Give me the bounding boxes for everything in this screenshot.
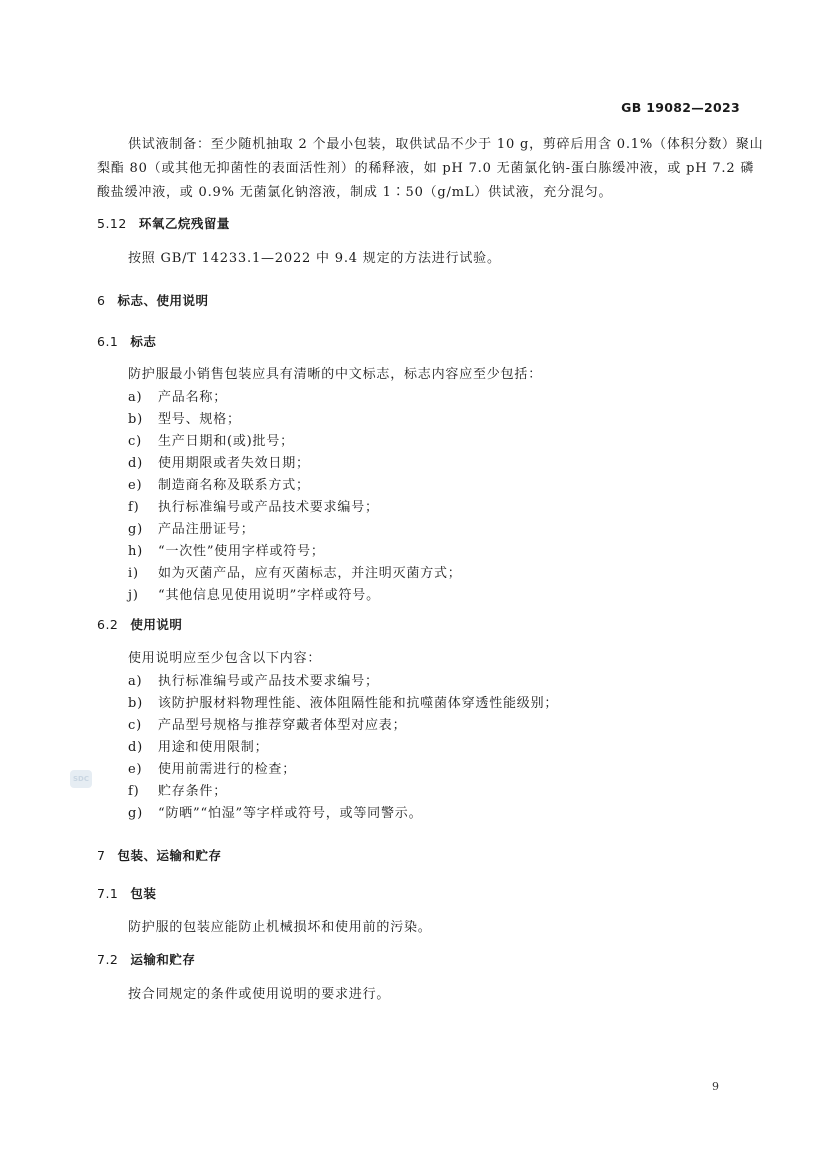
section-title: 环氧乙烷残留量 — [138, 216, 230, 231]
list-item — [128, 670, 379, 689]
list-marker: h) — [128, 544, 144, 559]
intro-line-3: 酸盐缓冲液，或 0.9% 无菌氯化钠溶液，制成 1∶50（g/mL）供试液，充分混匀。 — [97, 185, 613, 200]
section-6-2-heading — [97, 615, 182, 633]
list-text: 生产日期和(或)批号； — [158, 434, 294, 449]
list-text: 用途和使用限制； — [158, 740, 269, 755]
intro-line-1: 供试液制备：至少随机抽取 2 个最小包装，取供试品不少于 10 g，剪碎后用含 0.1%（体积分数）聚山 — [128, 137, 764, 152]
list-marker: a) — [128, 390, 143, 405]
section-number: 6 — [97, 293, 106, 308]
list-marker: j) — [128, 588, 139, 603]
section-7-1-heading — [97, 884, 156, 902]
section-number: 7.1 — [97, 886, 119, 901]
list-item — [128, 780, 227, 799]
list-marker: b) — [128, 412, 143, 427]
standard-code-header: GB 19082—2023 — [621, 100, 740, 115]
section-number: 5.12 — [97, 216, 127, 231]
list-item — [128, 408, 241, 427]
intro-line-2: 梨酯 80（或其他无抑菌性的表面活性剂）的稀释液，如 pH 7.0 无菌氯化钠-蛋白胨缓冲液，或 pH 7.2 磷 — [97, 161, 755, 176]
list-text: 使用期限或者失效日期； — [158, 456, 310, 471]
list-text: 制造商名称及联系方式； — [158, 478, 310, 493]
section-7-2-heading — [97, 950, 195, 968]
list-text: 如为灭菌产品，应有灭菌标志，并注明灭菌方式； — [158, 566, 462, 581]
list-marker: g) — [128, 806, 143, 821]
list-item — [128, 714, 406, 733]
section-title: 运输和贮存 — [130, 952, 196, 967]
list-text: 执行标准编号或产品技术要求编号； — [158, 500, 379, 515]
list-marker: d) — [128, 740, 143, 755]
section-6-1-intro: 防护服最小销售包装应具有清晰的中文标志，标志内容应至少包括： — [128, 367, 543, 382]
list-marker: b) — [128, 696, 143, 711]
list-marker: e) — [128, 478, 143, 493]
section-title: 标志 — [130, 334, 157, 349]
list-marker: f) — [128, 784, 140, 799]
list-item — [128, 386, 227, 405]
section-7-2-text: 按合同规定的条件或使用说明的要求进行。 — [128, 987, 391, 1002]
watermark-logo: SDC — [70, 770, 92, 788]
list-item — [128, 474, 310, 493]
section-number: 7.2 — [97, 952, 119, 967]
list-marker: g) — [128, 522, 143, 537]
list-item — [128, 584, 380, 603]
section-7-heading — [97, 846, 221, 864]
section-title: 包装 — [130, 886, 157, 901]
list-item — [128, 518, 255, 537]
list-item — [128, 802, 422, 821]
list-marker: d) — [128, 456, 143, 471]
list-text: “其他信息见使用说明”字样或符号。 — [158, 588, 380, 603]
list-marker: c) — [128, 434, 142, 449]
list-text: 产品注册证号； — [158, 522, 255, 537]
list-text: 产品名称； — [158, 390, 228, 405]
list-item — [128, 736, 268, 755]
list-item — [128, 452, 310, 471]
section-title: 标志、使用说明 — [117, 293, 209, 308]
list-marker: c) — [128, 718, 142, 733]
list-item — [128, 562, 462, 581]
section-number: 7 — [97, 848, 106, 863]
list-item — [128, 430, 294, 449]
section-5-12-heading — [97, 214, 230, 232]
list-item — [128, 540, 325, 559]
list-item — [128, 758, 296, 777]
section-6-2-intro: 使用说明应至少包含以下内容： — [128, 651, 322, 666]
section-number: 6.2 — [97, 617, 119, 632]
list-text: “一次性”使用字样或符号； — [158, 544, 325, 559]
section-title: 使用说明 — [130, 617, 183, 632]
section-7-1-text: 防护服的包装应能防止机械损坏和使用前的污染。 — [128, 920, 432, 935]
list-text: 产品型号规格与推荐穿戴者体型对应表； — [158, 718, 407, 733]
section-6-1-heading — [97, 332, 156, 350]
list-text: 贮存条件； — [158, 784, 228, 799]
list-marker: a) — [128, 674, 143, 689]
list-text: 型号、规格； — [158, 412, 241, 427]
list-marker: f) — [128, 500, 140, 515]
list-item — [128, 692, 558, 711]
list-text: 执行标准编号或产品技术要求编号； — [158, 674, 379, 689]
list-text: 该防护服材料物理性能、液体阻隔性能和抗噬菌体穿透性能级别； — [158, 696, 559, 711]
list-text: “防晒”“怕湿”等字样或符号，或等同警示。 — [158, 806, 423, 821]
page-number: 9 — [712, 1080, 719, 1093]
list-marker: e) — [128, 762, 143, 777]
list-item — [128, 496, 379, 515]
section-6-heading — [97, 291, 208, 309]
section-number: 6.1 — [97, 334, 119, 349]
list-text: 使用前需进行的检查； — [158, 762, 297, 777]
section-5-12-text: 按照 GB/T 14233.1—2022 中 9.4 规定的方法进行试验。 — [128, 251, 501, 266]
list-marker: i) — [128, 566, 139, 581]
section-title: 包装、运输和贮存 — [117, 848, 222, 863]
